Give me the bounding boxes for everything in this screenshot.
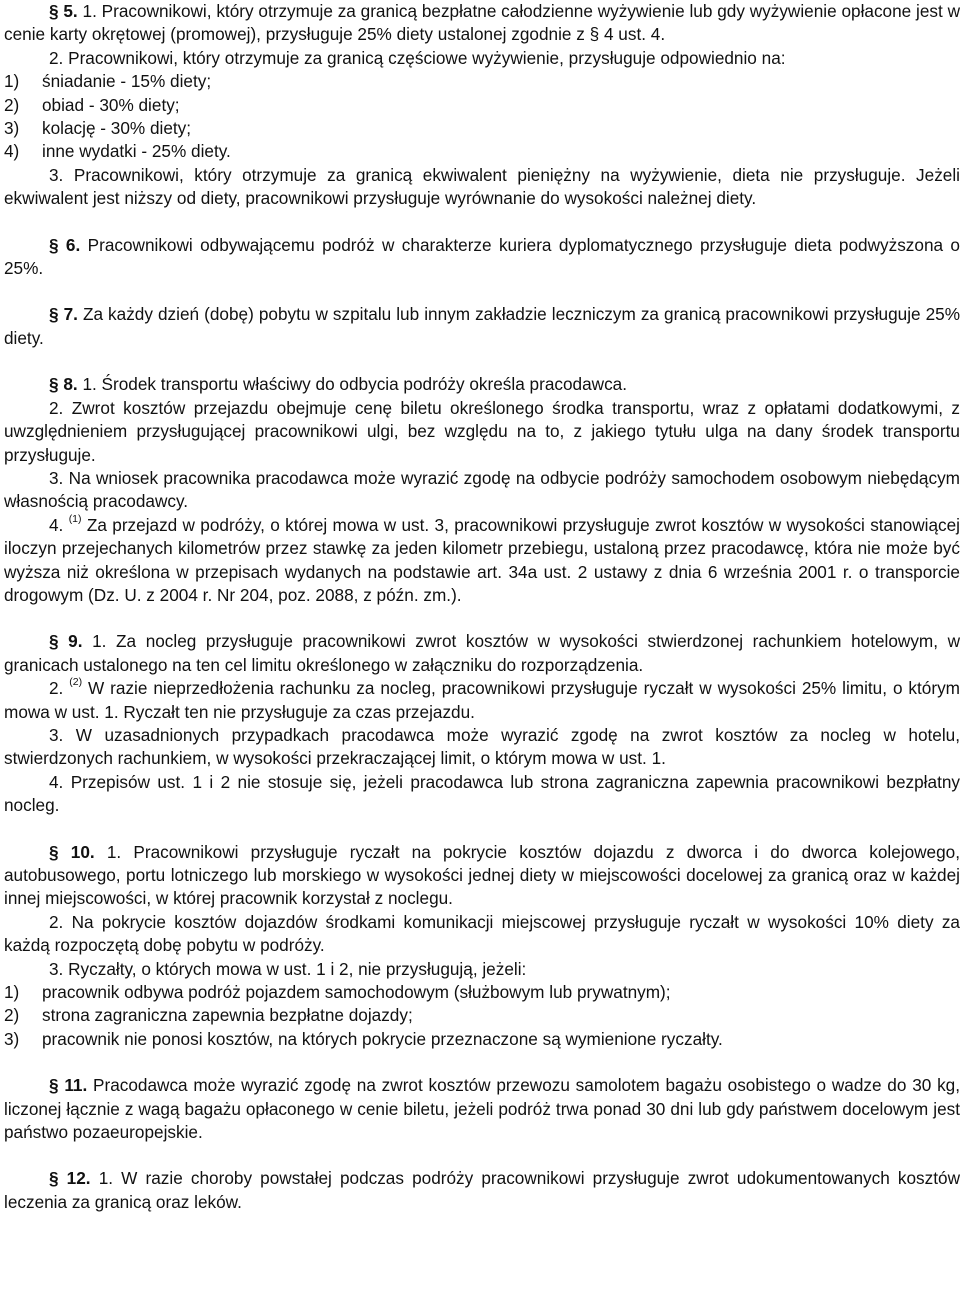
para-text: Przepisów ust. 1 i 2 nie stosuje się, jeżeli pracodawca lub strona zagraniczna zapewnia pracownikowi bezpłatny nocleg.: [4, 771, 960, 816]
section-9-para-4: [4, 771, 960, 818]
para-text: Pracownikowi odbywającemu podróż w charakterze kuriera dyplomatycznego przysługuje dieta podwyższona o 25%.: [4, 234, 960, 279]
para-number: 2.: [49, 911, 64, 932]
list-item: 1) pracownik odbywa podróż pojazdem samochodowym (służbowym lub prywatnym);: [4, 982, 671, 1003]
para-number: 3.: [49, 164, 64, 185]
section-mark: § 8.: [49, 374, 78, 395]
para-text: Na pokrycie kosztów dojazdów środkami komunikacji miejscowej przysługuje ryczałt w wysokości 10% diety za każdą rozpoczętą dobę pobytu w podróży.: [4, 911, 960, 956]
footnote-ref: (1): [68, 512, 82, 525]
section-mark: § 11.: [49, 1075, 88, 1096]
section-mark: § 5.: [49, 1, 78, 21]
section-8-para-4: [4, 514, 960, 608]
section-8-para-2: [4, 397, 960, 467]
list-item: 3) pracownik nie ponosi kosztów, na których pokrycie przeznaczone są wymienione ryczałty.: [4, 1028, 723, 1049]
para-text: W razie choroby powstałej podczas podróży pracownikowi przysługuje zwrot udokumentowanych kosztów leczenia za granicą oraz leków.: [4, 1168, 960, 1212]
para-number: 2.: [49, 678, 64, 699]
list-item: 3) kolację - 30% diety;: [4, 118, 192, 139]
list-item: 2) obiad - 30% diety;: [4, 94, 180, 115]
section-8-para-1: [4, 373, 960, 396]
para-text: Pracownikowi, który otrzymuje za granicą ekwiwalent pieniężny na wyżywienie, dieta nie przysługuje. Jeżeli ekwiwalent jest niższy od diety, pracownikowi przysługuje wyrównanie do wysokości należnej diety.: [4, 164, 960, 209]
para-number: 2.: [49, 397, 64, 418]
section-6: [4, 234, 960, 281]
para-text: Za przejazd w podróży, o której mowa w ust. 3, pracownikowi przysługuje zwrot kosztów w wysokości stanowiącej iloczyn przejechanych kilometrów przez stawkę za jeden kilometr przebiegu, ustaloną przez pracodawcę, która nie może być wyższa niż określona w przepisach wydanych na podstawie art. 34a ust. 2 ustawy z dnia 6 września 2001 r. o transporcie drogowym (Dz. U. z 2004 r. Nr 204, poz. 2088, z późn. zm.).: [4, 514, 960, 605]
section-12-para-1: [4, 1167, 960, 1214]
section-5-para-1: [4, 0, 960, 47]
para-text: Środek transportu właściwy do odbycia podróży określa pracodawca.: [96, 374, 627, 395]
footnote-ref: (2): [69, 676, 83, 689]
para-number: 2.: [49, 47, 64, 68]
para-number: 3.: [49, 467, 64, 488]
section-7: [4, 303, 960, 350]
section-mark: § 7.: [49, 304, 78, 325]
para-text: Za każdy dzień (dobę) pobytu w szpitalu lub innym zakładzie leczniczym za granicą pracownikowi przysługuje 25% diety.: [4, 304, 960, 348]
section-mark: § 9.: [49, 631, 83, 652]
para-text: Zwrot kosztów przejazdu obejmuje cenę biletu określonego środka transportu, wraz z opłatami dodatkowymi, z uwzględnieniem przysługującej pracownikowi ulgi, bez względu na to, z jakiego tytułu ulga na dany środek transportu przysługuje.: [4, 397, 960, 465]
exclusion-list: [4, 981, 960, 1051]
list-item: 2) strona zagraniczna zapewnia bezpłatne dojazdy;: [4, 1005, 413, 1026]
section-9-para-2: [4, 677, 960, 724]
meal-list: [4, 70, 960, 164]
para-text: Pracownikowi przysługuje ryczałt na pokrycie kosztów dojazdu z dworca i do dworca kolejowego, autobusowego, portu lotniczego lub morskiego w wysokości jednej diety w miejscowości docelowej za granicą oraz w każdej innej miejscowości, w której pracownik korzystał z noclegu.: [4, 841, 960, 909]
para-number: 1.: [94, 841, 122, 862]
para-number: 4.: [49, 771, 64, 792]
para-text: Ryczałty, o których mowa w ust. 1 i 2, nie przysługują, jeżeli:: [63, 958, 527, 979]
section-mark: § 12.: [49, 1168, 91, 1189]
section-9-para-3: [4, 724, 960, 771]
section-10-para-1: [4, 841, 960, 911]
para-text: Za nocleg przysługuje pracownikowi zwrot kosztów w wysokości stwierdzonej rachunkiem hotelowym, w granicach ustalonego na ten cel limitu określonego w załączniku do rozporządzenia.: [4, 631, 960, 675]
section-9-para-1: [4, 630, 960, 677]
para-number: 3.: [49, 958, 64, 979]
para-text: Na wniosek pracownika pracodawca może wyrazić zgodę na odbycie podróży samochodem osobowym niebędącym własnością pracodawcy.: [4, 467, 960, 512]
para-number: 1.: [82, 631, 107, 652]
section-11: [4, 1074, 960, 1144]
section-5-para-3: [4, 164, 960, 211]
para-text: Pracodawca może wyrazić zgodę na zwrot kosztów przewozu samolotem bagażu osobistego o wadze do 30 kg, liczonej łącznie z wagą bagażu opłaconego w cenie biletu, jeżeli podróż trwa ponad 30 dni lub gdy państwem docelowym jest państwo pozaeuropejskie.: [4, 1075, 960, 1143]
section-mark: § 10.: [49, 841, 95, 862]
para-number: 1.: [77, 374, 97, 395]
section-5-para-2: [4, 47, 960, 70]
list-item: 4) inne wydatki - 25% diety.: [4, 141, 231, 162]
section-8-para-3: [4, 467, 960, 514]
para-number: 3.: [49, 724, 64, 745]
para-text: W razie nieprzedłożenia rachunku za nocleg, pracownikowi przysługuje ryczałt w wysokości 25% limitu, o którym mowa w ust. 1. Ryczałt ten nie przysługuje za czas przejazdu.: [4, 678, 960, 722]
para-number: 4.: [49, 514, 64, 535]
para-number: 1.: [90, 1168, 114, 1189]
section-mark: § 6.: [49, 234, 81, 255]
para-number: 1.: [77, 1, 97, 21]
para-text: Pracownikowi, który otrzymuje za granicą częściowe wyżywienie, przysługuje odpowiednio na:: [63, 47, 786, 68]
list-item: 1) śniadanie - 15% diety;: [4, 71, 212, 92]
section-10-para-3: [4, 958, 960, 981]
para-text: Pracownikowi, który otrzymuje za granicą bezpłatne całodzienne wyżywienie lub gdy wyżywienie opłacone jest w cenie karty okrętowej (promowej), przysługuje 25% diety ustalonej zgodnie z § 4 ust. 4.: [4, 1, 960, 45]
para-text: W uzasadnionych przypadkach pracodawca może wyrazić zgodę na zwrot kosztów za nocleg w hotelu, stwierdzonych rachunkiem, w wysokości przekraczającej limit, o którym mowa w ust. 1.: [4, 724, 960, 769]
section-10-para-2: [4, 911, 960, 958]
